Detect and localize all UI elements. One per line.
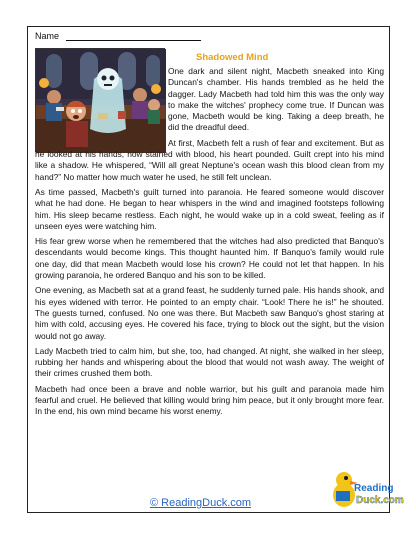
name-label: Name <box>35 31 60 41</box>
paragraph-5: One evening, as Macbeth sat at a grand feast, he suddenly turned pale. His hands shook, and his eyes widened with terror. He pointed to an empty chair. “Look! There he is!” he shouted. The guests turned, confused. No one was there. But Macbeth saw Banquo's ghost staring at him with cold, accusing eyes. He covered his face, trying to block out the sight, but the vision would not go away. <box>35 285 384 341</box>
readingduck-logo <box>330 465 404 511</box>
logo-text-duck: Duck.com <box>356 495 404 506</box>
logo-text-reading: Reading <box>354 483 394 494</box>
duck-logo-icon <box>330 465 404 511</box>
paragraph-1: One dark and silent night, Macbeth sneaked into King Duncan's chamber. His hands trembled as he held the dagger. Lady Macbeth had told him this was the only way to make the witches' prophecy come true. If Duncan was gone, Macbeth would be king. Taking a deep breath, he did the dreadful deed. <box>168 66 384 133</box>
paragraph-4: His fear grew worse when he remembered that the witches had also predicted that Banquo's descendants would become kings. This thought haunted him. If Banquo's family would rule one day, did that mean Macbeth would lose his crown? He could not let that happen. In his growing paranoia, he ordered Banquo and his son to be killed. <box>35 236 384 281</box>
paragraph-2: At first, Macbeth felt a rush of fear and excitement. But as he looked at his hands, now stained with blood, his heart pounded. Guilt crept into his mind like a shadow. He whispered, “Will all great Neptune's ocean wash this blood clean from my hand?” No matter how much water he used, he still felt unclean. <box>35 137 384 182</box>
story-body <box>35 66 384 422</box>
story-title: Shadowed Mind <box>196 52 269 63</box>
name-blank-line[interactable] <box>66 31 201 41</box>
readingduck-link[interactable]: © ReadingDuck.com <box>150 497 252 509</box>
paragraph-6: Lady Macbeth tried to calm him, but she, too, had changed. At night, she walked in her sleep, rubbing her hands and whispering about the blood that would not wash away. The weight of their crimes crushed them both. <box>35 345 384 379</box>
paragraph-3: As time passed, Macbeth's guilt turned into paranoia. He feared someone would discover what he had done. He began to hear whispers in the wind and imagined footsteps following him. His sleep became restless. Each night, he would wake up in a cold sweat, feeling as if unseen eyes were watching him. <box>35 186 384 231</box>
paragraph-7: Macbeth had once been a brave and noble warrior, but his guilt and paranoia made him fearful and cruel. He believed that killing would bring him peace, but it only brought more fear. In the end, his own mind became his worst enemy. <box>35 383 384 417</box>
name-field-row <box>35 31 201 41</box>
